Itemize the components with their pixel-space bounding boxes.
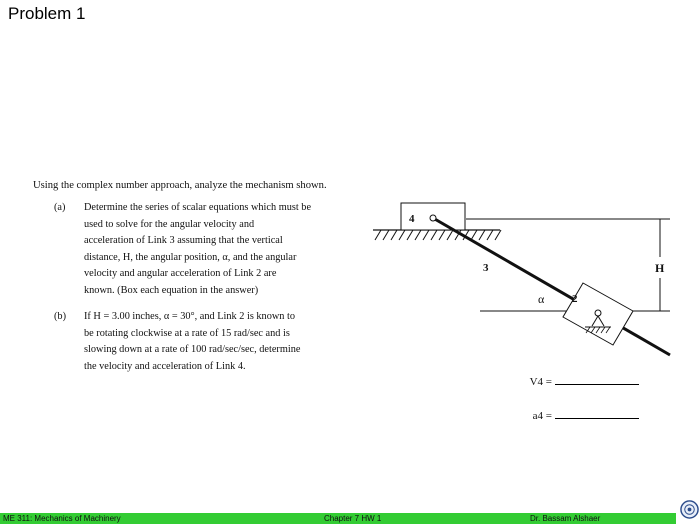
part-b-line: be rotating clockwise at a rate of 15 rad/sec and is [84, 327, 290, 339]
link3-rod [433, 218, 670, 355]
a4-blank[interactable] [555, 408, 639, 419]
footer-course: ME 311: Mechanics of Machinery [3, 514, 121, 523]
problem-intro: Using the complex number approach, analyze the mechanism shown. [33, 180, 327, 191]
part-b-line: the velocity and acceleration of Link 4. [84, 360, 246, 372]
slide-title: Problem 1 [8, 4, 86, 23]
v4-blank[interactable] [555, 374, 639, 385]
link2-label: 2 [572, 293, 578, 305]
part-b-line: If H = 3.00 inches, α = 30°, and Link 2 is known to [84, 311, 296, 322]
ground-pivot [595, 310, 601, 316]
v4-label: V4 = [529, 376, 552, 388]
link4-label: 4 [409, 213, 415, 225]
v4-answer-row [500, 374, 639, 388]
university-logo-icon [680, 500, 699, 519]
part-a-line: acceleration of Link 3 assuming that the vertical [84, 235, 283, 247]
footer-bar [0, 513, 676, 524]
part-a-line: used to solve for the angular velocity and [84, 218, 255, 230]
ground-hatch [375, 230, 501, 240]
pin-joint-a [430, 215, 436, 221]
part-b-line: slowing down at a rate of 100 rad/sec/sec, determine [84, 344, 301, 356]
part-a-line: distance, H, the angular position, α, and the angular [84, 251, 297, 263]
alpha-label: α [538, 292, 545, 306]
part-b-label: (b) [54, 311, 67, 322]
part-a-line: Determine the series of scalar equations which must be [84, 202, 312, 213]
a4-label: a4 = [532, 410, 552, 422]
h-label: H [655, 261, 665, 275]
part-a-line: velocity and angular acceleration of Link 2 are [84, 268, 277, 280]
footer-instructor: Dr. Bassam Alshaer [530, 514, 601, 523]
part-a-line: known. (Box each equation in the answer) [84, 284, 259, 296]
footer-chapter: Chapter 7 HW 1 [324, 514, 382, 523]
part-a-label: (a) [54, 202, 66, 213]
link3-label: 3 [483, 262, 489, 274]
a4-answer-row [500, 408, 639, 422]
